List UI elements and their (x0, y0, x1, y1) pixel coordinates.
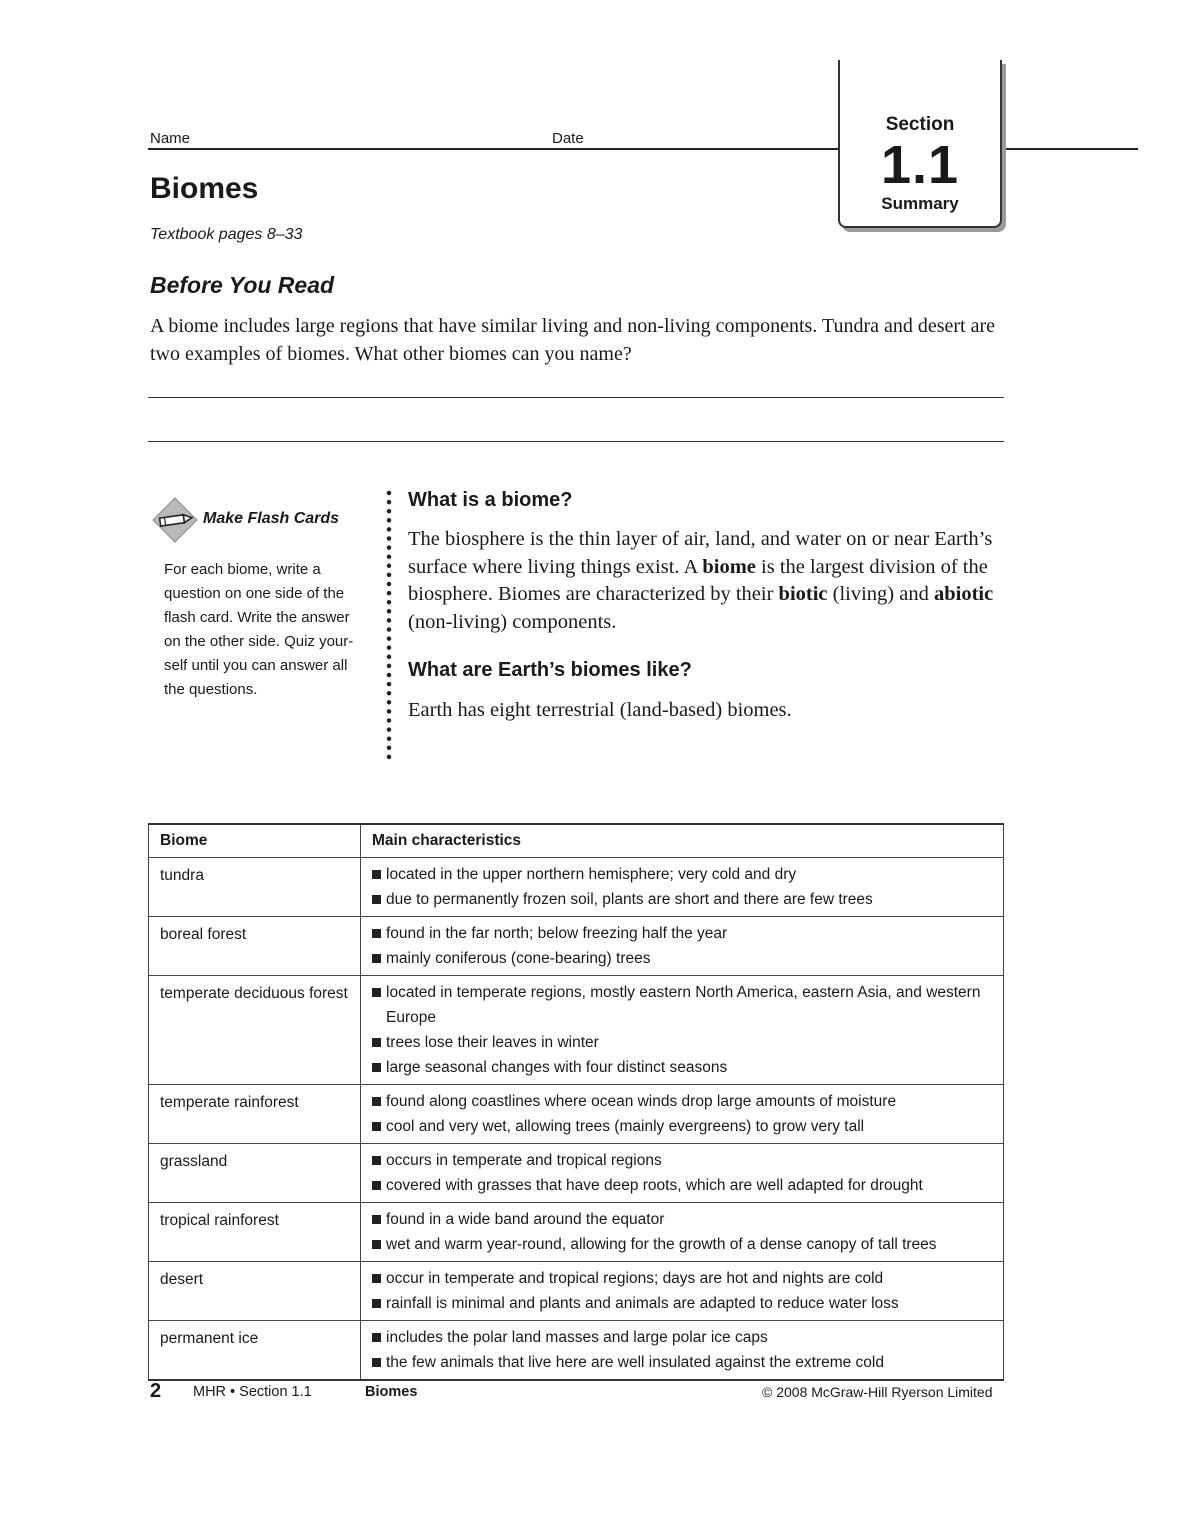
characteristic-item: trees lose their leaves in winter (372, 1030, 993, 1055)
page-number: 2 (150, 1380, 162, 1402)
characteristic-item: cool and very wet, allowing trees (mainly evergreens) to grow very tall (372, 1114, 993, 1139)
biome-name: tropical rainforest (160, 1212, 279, 1229)
footer-section-title: Biomes (365, 1384, 418, 1400)
textbook-pages: Textbook pages 8–33 (150, 226, 303, 243)
characteristic-item: rainfall is minimal and plants and animals are adapted to reduce water loss (372, 1291, 993, 1316)
table-row (149, 1144, 1004, 1203)
answer-line-2[interactable] (148, 441, 1004, 442)
biome-name: temperate rainforest (160, 1094, 299, 1111)
name-label: Name (150, 130, 191, 147)
characteristic-item: occur in temperate and tropical regions; days are hot and nights are cold (372, 1266, 993, 1291)
section-tab-label: Section (885, 114, 955, 135)
term-biotic: biotic (778, 583, 828, 605)
characteristic-item: the few animals that live here are well insulated against the extreme cold (372, 1350, 993, 1375)
biome-name: desert (160, 1271, 204, 1288)
date-label: Date (552, 130, 584, 147)
term-biome: biome (702, 555, 756, 578)
characteristic-item: found in the far north; below freezing half the year (372, 921, 993, 946)
table-row (149, 1085, 1004, 1144)
biomes-like-text: Earth has eight terrestrial (land-based) biomes. (408, 699, 792, 721)
characteristic-item: occurs in temperate and tropical regions (372, 1148, 993, 1173)
biome-name: temperate deciduous forest (160, 985, 348, 1002)
flash-cards-title: Make Flash Cards (203, 510, 340, 527)
table-row (149, 1262, 1004, 1321)
characteristic-item: mainly coniferous (cone-bearing) trees (372, 946, 993, 971)
table-row (149, 1321, 1004, 1381)
what-is-biome-heading: What is a biome? (408, 489, 573, 511)
what-is-biome-text: The biosphere is the thin layer of air, land, and water on or near Earth’s surface where living things exist. A biome is the largest division of the biosphere. Biomes are characterized by their biotic (living) and abiotic (non-living) components. (408, 528, 994, 633)
biome-name: tundra (160, 867, 204, 884)
footer-mhr-section: MHR • Section 1.1 (193, 1384, 312, 1400)
flash-cards-text: For each biome, write a question on one side of the flash card. Write the answer on the other side. Quiz your-self until you can answer all the questions. (164, 561, 354, 698)
biomes-like-heading: What are Earth’s biomes like? (408, 659, 692, 681)
pencil-icon (152, 497, 198, 543)
table-header-row (149, 824, 1004, 858)
biomes-table (148, 823, 1004, 1381)
term-abiotic: abiotic (933, 583, 994, 605)
table-row (149, 976, 1004, 1085)
biome-name: permanent ice (160, 1330, 259, 1347)
header-biome: Biome (149, 824, 361, 858)
table-row (149, 917, 1004, 976)
characteristic-item: includes the polar land masses and large polar ice caps (372, 1325, 993, 1350)
footer-copyright: © 2008 McGraw-Hill Ryerson Limited (762, 1384, 993, 1400)
biome-name: grassland (160, 1153, 228, 1170)
table-row (149, 1203, 1004, 1262)
characteristic-item: located in temperate regions, mostly eastern North America, eastern Asia, and western Europe (372, 980, 993, 1030)
characteristic-item: covered with grasses that have deep roots, which are well adapted for drought (372, 1173, 993, 1198)
header-characteristics: Main characteristics (361, 824, 1004, 858)
characteristic-item: large seasonal changes with four distinct seasons (372, 1055, 993, 1080)
characteristic-item: located in the upper northern hemisphere; very cold and dry (372, 862, 993, 887)
characteristic-item: found along coastlines where ocean winds drop large amounts of moisture (372, 1089, 993, 1114)
page-title: Biomes (150, 172, 259, 205)
characteristic-item: due to permanently frozen soil, plants are short and there are few trees (372, 887, 993, 912)
dotted-divider (382, 490, 396, 770)
table-row (149, 858, 1004, 917)
before-you-read-heading: Before You Read (150, 272, 335, 298)
section-number: 1.1 (880, 135, 960, 195)
characteristic-item: found in a wide band around the equator (372, 1207, 993, 1232)
section-tab (838, 60, 1002, 228)
characteristic-item: wet and warm year-round, allowing for the growth of a dense canopy of tall trees (372, 1232, 993, 1257)
biome-name: boreal forest (160, 926, 247, 943)
answer-line-1[interactable] (148, 397, 1004, 398)
section-summary-label: Summary (881, 194, 959, 213)
before-you-read-text: A biome includes large regions that have similar living and non-living components. Tundra and desert are two examples of biomes. What other biomes can you name? (150, 315, 996, 365)
